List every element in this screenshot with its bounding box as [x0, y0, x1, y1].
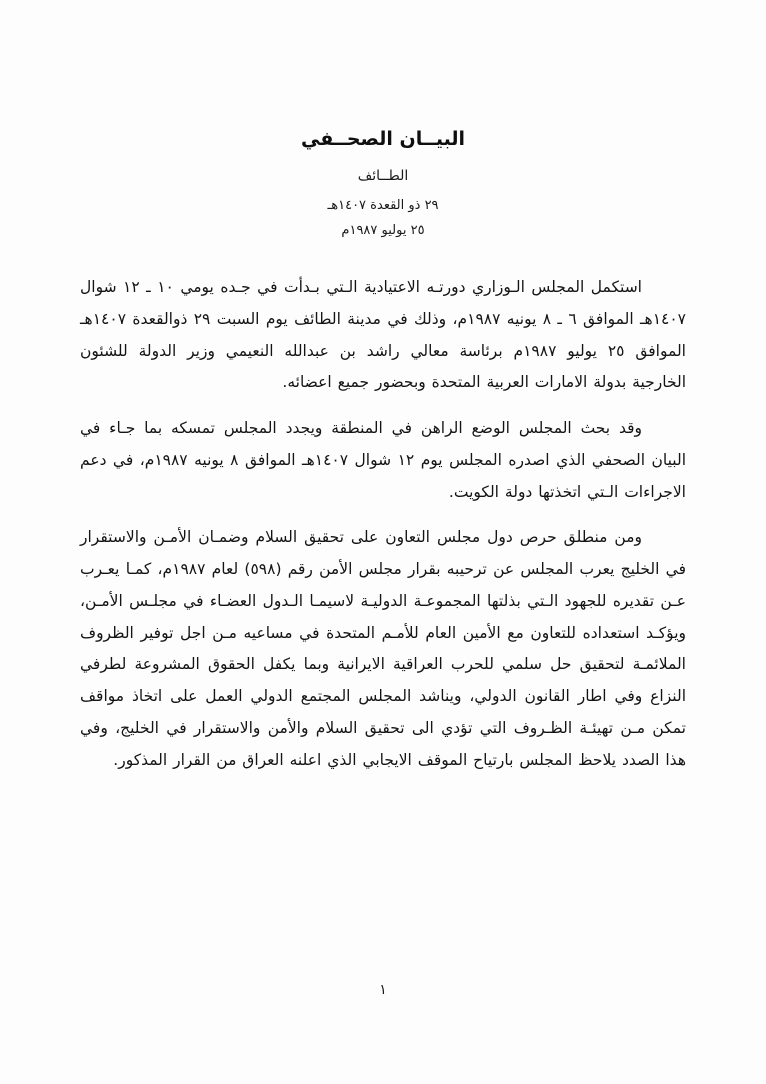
- paragraph: وقد بحث المجلس الوضع الراهن في المنطقة ويجدد المجلس تمسكه بما جـاء في البيان الصحفي الذي اصدره المجلس يوم ١٢ شوال ١٤٠٧هـ الموافق ٨ يونيه ١٩٨٧م، في دعم الاجراءات الـتي اتخذتها دولة الكويت.: [80, 419, 687, 501]
- paragraph: استكمل المجلس الـوزاري دورتـه الاعتيادية الـتي بـدأت في جـده يومي ١٠ ـ ١٢ شوال ١٤٠٧هـ الموافق ٦ ـ ٨ يونيه ١٩٨٧م، وذلك في مدينة الطائف يوم السبت ٢٩ ذوالقعدة ١٤٠٧هـ الموافق ٢٥ يوليو ١٩٨٧م برئاسة معالي راشد بن عبدالله النعيمي وزير الدولة للشئون الخارجية بدولة الامارات العربية المتحدة وبحضور جميع اعضائه.: [80, 278, 686, 392]
- document-heading: [80, 128, 686, 238]
- document-body: [80, 128, 686, 790]
- page-number: ١: [379, 982, 387, 998]
- paragraph: ومن منطلق حرص دول مجلس التعاون على تحقيق السلام وضمـان الأمـن والاستقرار في الخليج يعرب المجلس عن ترحيبه بقرار مجلس الأمن رقم (٥٩٨) لعام ١٩٨٧م، كمـا يعـرب عـن تقديره للجهود الـتي بذلتها المجموعـة الدوليـة لاسيمـا الـدول العضـاء في مجلـس الأمـن، ويؤكـد استعداده للتعاون مع الأمين العام للأمـم المتحدة في مساعيه مـن اجل توفير الظروف الملائمـة لتحقيق حل سلمي للحرب العراقية الايرانية وبما يكفل الحقوق المشروعة لطرفي النزاع وفي اطار القانون الدولي، ويناشد المجلس المجتمع الدولي العمل على اتخاذ مواقف تمكن مـن تهيئـة الظـروف التي تؤدي الى تحقيق السلام والأمن والاستقرار في الخليج، وفي هذا الصدد يلاحظ المجلس بارتياح الموقف الايجابي الذي اعلنه العراق من القرار المذكور.: [80, 528, 686, 769]
- page-title: البيــان الصحــفي: [300, 128, 466, 150]
- document-paragraphs: [80, 272, 686, 776]
- document-date-hijri: ٢٩ ذو القعدة ١٤٠٧هـ: [327, 198, 439, 213]
- document-date-gregorian: ٢٥ يوليو ١٩٨٧م: [341, 223, 425, 238]
- document-place: الطــائف: [357, 168, 409, 184]
